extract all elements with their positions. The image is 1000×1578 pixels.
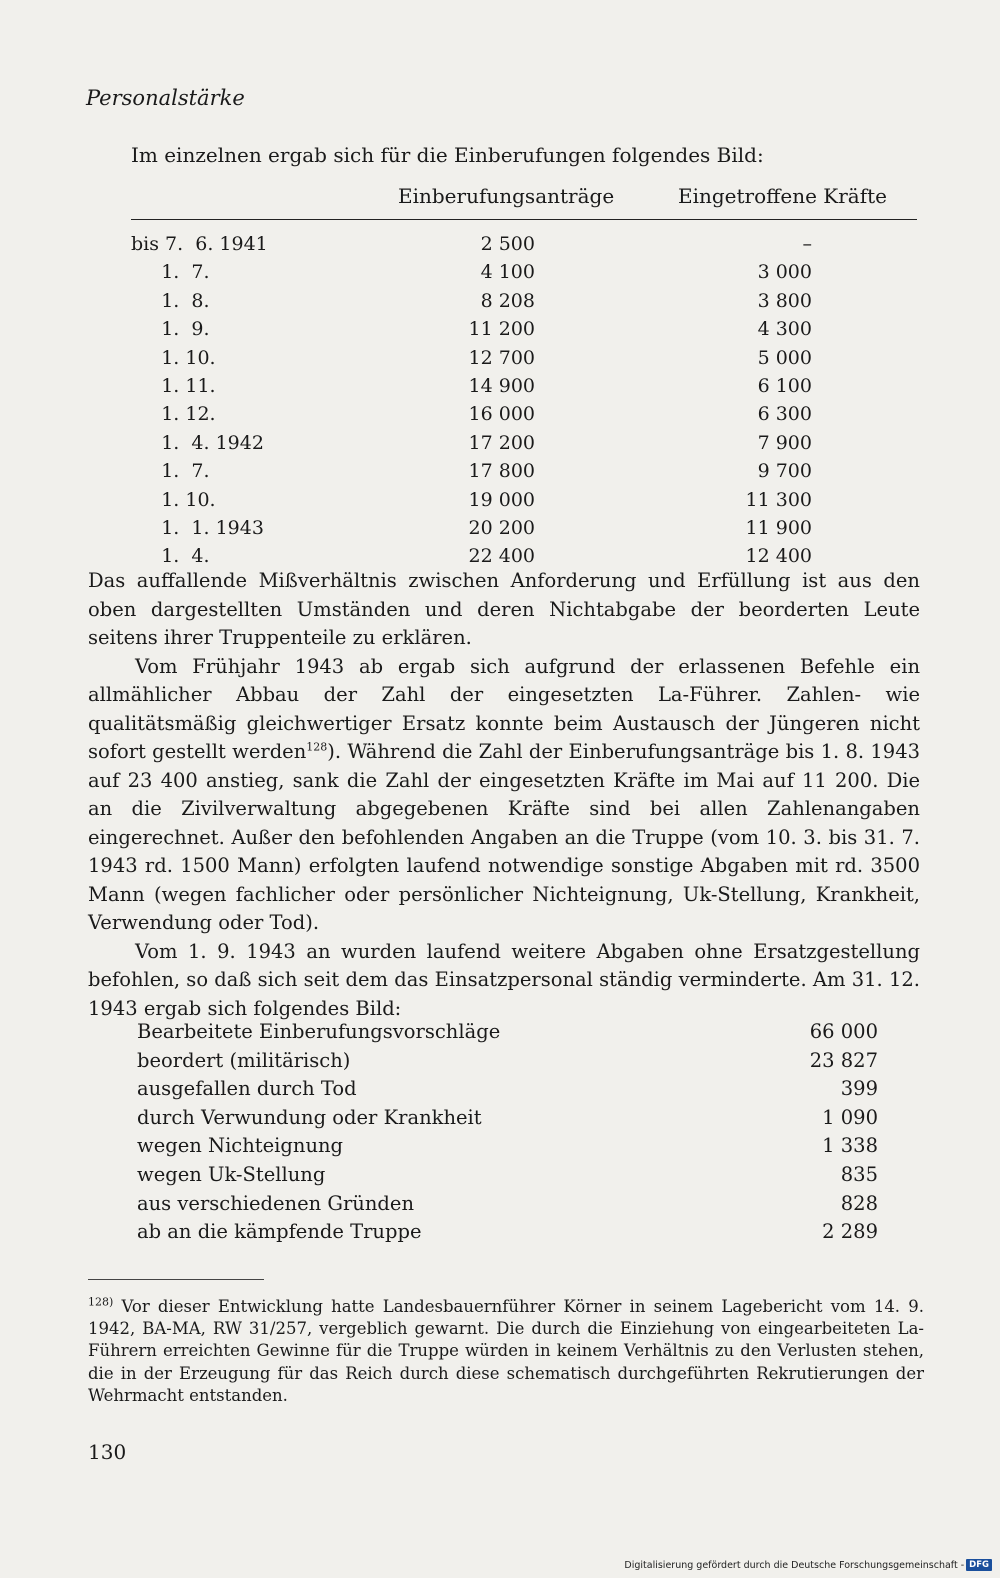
row-applications: 17 200 [468,431,535,454]
table-row [131,457,917,485]
paragraph: Vom 1. 9. 1943 an wurden laufend weitere Abgaben ohne Ersatzgestellung befohlen, so daß sich seit dem das Einsatzpersonal ständig verminderte. Am 31. 12. 1943 ergab sich folgendes Bild: [88,939,920,1020]
column-header-arrived-forces: Eingetroffene Kräfte [678,184,887,208]
row-label: aus verschiedenen Gründen [137,1191,415,1215]
row-label: wegen Nichteignung [137,1134,344,1158]
row-value: 2 289 [822,1220,878,1244]
paragraph [88,653,920,938]
table-row [131,486,917,514]
table-row [137,1190,878,1219]
row-label: ausgefallen durch Tod [137,1077,357,1101]
dfg-logo-icon: DFG [966,1559,992,1571]
row-value: 66 000 [809,1020,878,1043]
footnote-reference: 128 [306,740,328,754]
row-applications: 14 900 [468,374,535,397]
row-applications: 4 100 [480,261,535,284]
footnote [88,1296,924,1407]
row-date: 1. 11. [131,374,216,397]
table-row [131,514,917,542]
row-date: 1. 4. 1942 [131,431,264,454]
row-date: 1. 12. [131,403,216,426]
row-applications: 11 200 [468,318,535,341]
table-row [137,1161,878,1190]
page-number: 130 [88,1440,127,1464]
table-header-rule [131,219,917,220]
row-applications: 19 000 [468,488,535,511]
row-applications: 22 400 [468,545,535,568]
row-label: ab an die kämpfende Truppe [137,1220,422,1244]
row-forces: 11 900 [745,516,812,539]
row-value: 399 [840,1077,878,1101]
row-forces: 7 900 [757,431,812,454]
row-date: 1. 1. 1943 [131,516,264,539]
row-forces: 4 300 [757,318,812,341]
row-date: 1. 7. [131,261,210,284]
paragraph: Das auffallende Mißverhältnis zwischen Anforderung und Erfüllung ist aus den oben dargestellten Umständen und deren Nichtabgabe der beorderten Leute seitens ihrer Truppenteile zu erklären. [88,569,920,649]
credit-text: Digitalisierung gefördert durch die Deutsche Forschungsgemeinschaft - [624,1559,965,1571]
table-intro: Im einzelnen ergab sich für die Einberufungen folgendes Bild: [131,143,764,167]
row-forces: 3 800 [757,289,812,312]
row-forces: 12 400 [745,545,812,568]
row-forces: 9 700 [757,460,812,483]
table-row [137,1132,878,1161]
table-row [131,315,917,343]
row-value: 1 338 [822,1134,878,1158]
row-applications: 16 000 [468,403,535,426]
row-forces: – [802,233,812,255]
row-date: 1. 10. [131,488,216,511]
footnote-rule [88,1279,264,1280]
row-value: 835 [840,1162,878,1186]
row-applications: 2 500 [480,233,535,255]
conscription-table [131,230,917,571]
table-row [131,429,917,457]
row-date: 1. 8. [131,289,210,312]
table-row [131,372,917,400]
row-label: wegen Uk-Stellung [137,1162,326,1186]
running-head: Personalstärke [86,86,245,110]
table-row [137,1104,878,1133]
table-row [131,344,917,372]
paragraph-text: ). Während die Zahl der Einberufungsanträge bis 1. 8. 1943 auf 23 400 anstieg, sank die Zahl der eingesetzten Kräfte im Mai auf 11 200. Die an die Zivilverwaltung abgegebenen Kräfte sind bei allen Zahlenangaben eingerechnet. Außer den befohlenden Angaben an die Truppe (vom 10. 3. bis 31. 7. 1943 rd. 1500 Mann) erfolgten laufend notwendige sonstige Abgaben mit rd. 3500 Mann (wegen fachlicher oder persönlicher Nichteignung, Uk-Stellung, Krankheit, Verwendung oder Tod). [88,740,921,934]
row-value: 23 827 [809,1048,878,1072]
footnote-text: Vor dieser Entwicklung hatte Landesbauernführer Körner in seinem Lagebericht vom 14. 9. 1942, BA-MA, RW 31/257, vergeblich gewarnt. Die durch die Einziehung von eingearbeiteten La-Führern erreichten Gewinne für die Truppe würden in keinem Verhältnis zu den Verlusten stehen, die in der Erzeugung für das Reich durch diese schematisch durchgeführten Rekrutierungen der Wehrmacht entstanden. [88,1297,924,1405]
row-label: beordert (militärisch) [137,1048,351,1072]
row-date: bis 7. 6. 1941 [131,233,268,255]
table-row [137,1075,878,1104]
column-header-applications: Einberufungsanträge [398,184,615,208]
row-forces: 6 300 [757,403,812,426]
table-row [131,400,917,428]
row-label: durch Verwundung oder Krankheit [137,1105,482,1129]
row-value: 828 [840,1191,878,1215]
row-applications: 20 200 [468,516,535,539]
table-row [137,1218,878,1247]
row-applications: 17 800 [468,460,535,483]
row-date: 1. 7. [131,460,210,483]
row-applications: 12 700 [468,346,535,369]
table-row [131,258,917,286]
table-row [137,1047,878,1076]
paragraph-text: Vom Frühjahr 1943 ab ergab sich aufgrund der erlassenen Befehle ein allmählicher Abbau der Zahl der eingesetzten La-Führer. Zahlen- wie qualitätsmäßig gleichwertiger Ersatz konnte beim Austausch der Jüngeren nicht sofort gestellt werden [88,654,920,763]
table-row [131,287,917,315]
row-forces: 11 300 [745,488,812,511]
row-forces: 6 100 [757,374,812,397]
digitization-credit [624,1559,992,1571]
personnel-status-table [137,1018,878,1247]
row-value: 1 090 [822,1105,878,1129]
table-row [131,230,917,258]
row-date: 1. 4. [131,545,210,568]
row-date: 1. 9. [131,318,210,341]
body-text [88,567,920,1023]
row-forces: 3 000 [757,261,812,284]
row-forces: 5 000 [757,346,812,369]
footnote-marker: 128) [88,1295,114,1309]
row-label: Bearbeitete Einberufungsvorschläge [137,1020,501,1043]
row-date: 1. 10. [131,346,216,369]
footnote-paragraph [88,1296,924,1407]
table-row [137,1018,878,1047]
row-applications: 8 208 [480,289,535,312]
